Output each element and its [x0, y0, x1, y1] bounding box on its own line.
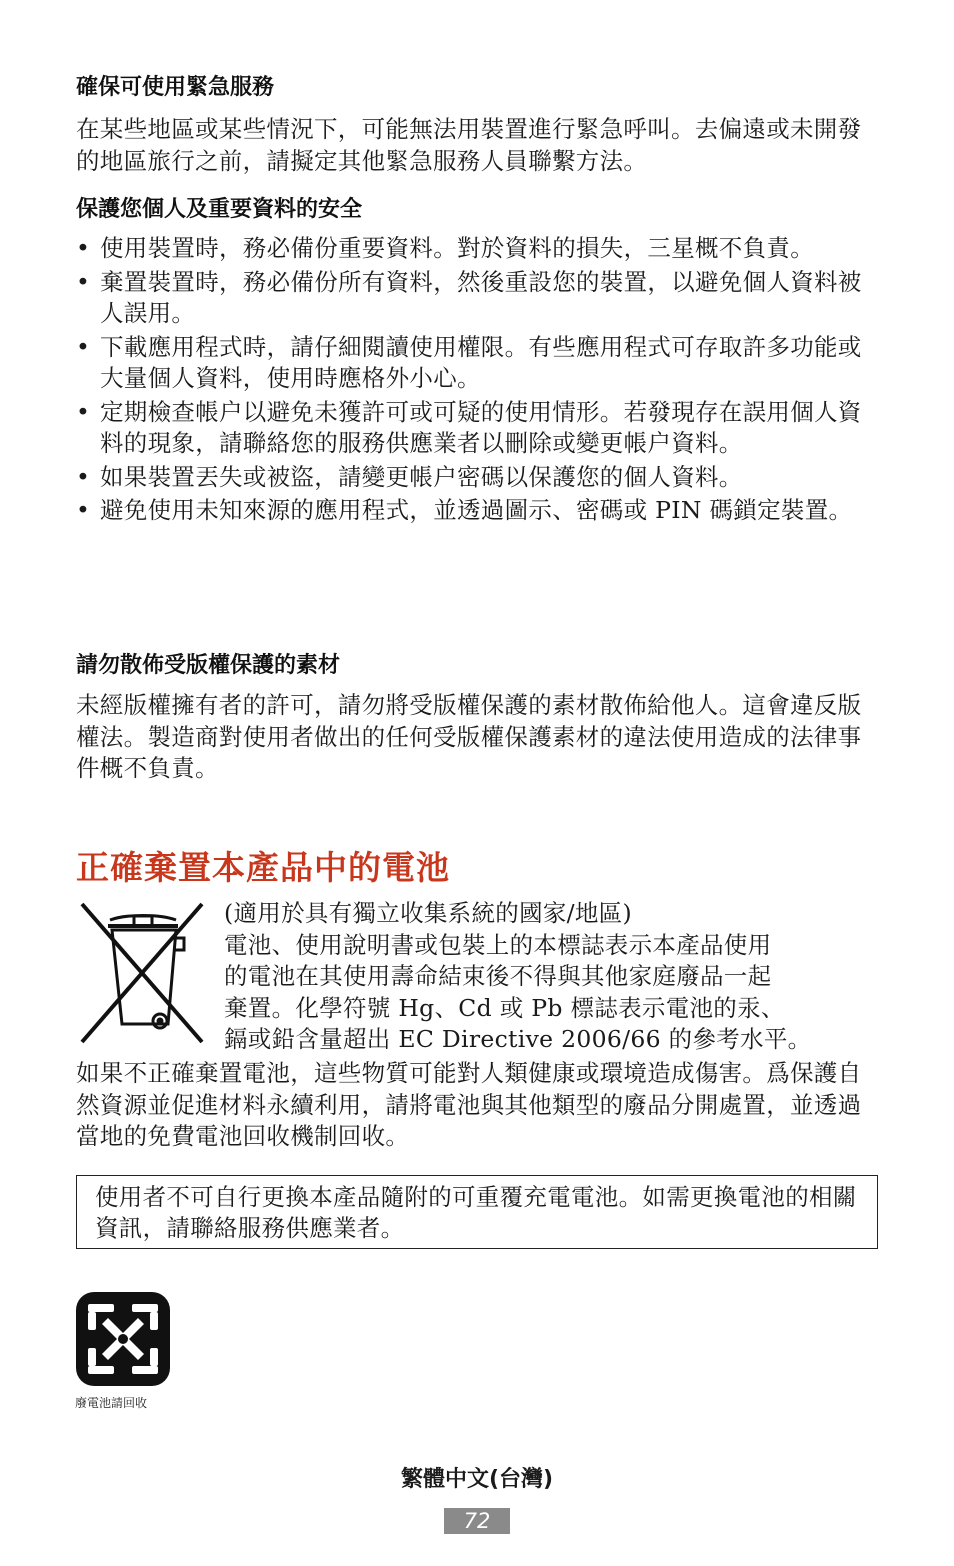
- list-item: [76, 233, 880, 265]
- list-item: [76, 495, 880, 527]
- battery-intro: (適用於具有獨立收集系統的國家/地區): [224, 899, 632, 927]
- section-emergency: [76, 74, 880, 177]
- recycle-caption: 廢電池請回收: [75, 1396, 148, 1410]
- footer-language: 繁體中文(台灣): [400, 1467, 554, 1492]
- bullet-icon: •: [76, 462, 91, 491]
- battery-continuation-block: [76, 1058, 880, 1153]
- section-copyright: [76, 652, 880, 785]
- section-title: 保護您個人及重要資料的安全: [76, 197, 363, 222]
- bullet-icon: •: [76, 496, 91, 524]
- battery-body-line: 棄置。化學符號 Hg、Cd 或 Pb 標誌表示電池的汞、: [224, 993, 785, 1022]
- bullet-icon: •: [76, 397, 91, 426]
- section-body: 未經版權擁有者的許可，請勿將受版權保護的素材散佈給他人。這會違反版權法。製造商對使用者做出的任何受版權保護素材的違法使用造成的法律事件概不負責。: [76, 691, 862, 782]
- list-item: [76, 267, 880, 330]
- list-item-text: 使用裝置時，務必備份重要資料。對於資料的損失，三星概不負責。: [100, 234, 814, 262]
- battery-body-line: 鎘或鉛含量超出 EC Directive 2006/66 的參考水平。: [224, 1025, 812, 1053]
- section-title: 確保可使用緊急服務: [76, 75, 275, 100]
- list-item-text: 下載應用程式時，請仔細閱讀使用權限。有些應用程式可存取許多功能或大量個人資料，使用時應格外小心。: [100, 332, 862, 392]
- bullet-icon: •: [76, 234, 91, 262]
- section-data-security: [76, 196, 880, 529]
- list-item-text: 如果裝置丟失或被盜，請變更帳户密碼以保護您的個人資料。: [100, 462, 743, 491]
- battery-intro-block: [224, 898, 884, 1056]
- section-battery: [76, 848, 880, 888]
- bullet-icon: •: [76, 267, 91, 296]
- list-item: [76, 462, 880, 494]
- list-item: [76, 332, 880, 395]
- page-number: 72: [444, 1508, 510, 1534]
- section-body: 在某些地區或某些情況下，可能無法用裝置進行緊急呼叫。去偏遠或未開發的地區旅行之前，請擬定其他緊急服務人員聯繫方法。: [76, 115, 862, 175]
- list-item-text: 定期檢查帳户以避免未獲許可或可疑的使用情形。若發現存在誤用個人資料的現象，請聯絡您的服務供應業者以刪除或變更帳户資料。: [100, 397, 862, 457]
- battery-continuation: 如果不正確棄置電池，這些物質可能對人類健康或環境造成傷害。爲保護自然資源並促進材料永續利用，請將電池與其他類型的廢品分開處置，並透過當地的免費電池回收機制回收。: [76, 1059, 862, 1150]
- battery-note-box: [76, 1175, 878, 1249]
- list-item-text: 避免使用未知來源的應用程式，並透過圖示、密碼或 PIN 碼鎖定裝置。: [100, 496, 853, 524]
- battery-body-line: 電池、使用說明書或包裝上的本標誌表示本產品使用: [224, 930, 772, 959]
- recycle-logo-icon: [74, 1290, 172, 1388]
- section-title: 請勿散佈受版權保護的素材: [76, 653, 341, 678]
- list-item: [76, 397, 880, 460]
- battery-note-text: 使用者不可自行更換本產品隨附的可重覆充電電池。如需更換電池的相關資訊，請聯絡服務供應業者。: [95, 1183, 857, 1242]
- battery-body-line: 的電池在其使用壽命結束後不得與其他家庭廢品一起: [224, 962, 772, 990]
- bullet-icon: •: [76, 332, 91, 361]
- list-item-text: 棄置裝置時，務必備份所有資料，然後重設您的裝置，以避免個人資料被人誤用。: [100, 267, 862, 327]
- crossed-out-bin-icon: [76, 896, 211, 1048]
- bullet-list: [76, 233, 880, 527]
- battery-title: 正確棄置本產品中的電池: [76, 848, 450, 887]
